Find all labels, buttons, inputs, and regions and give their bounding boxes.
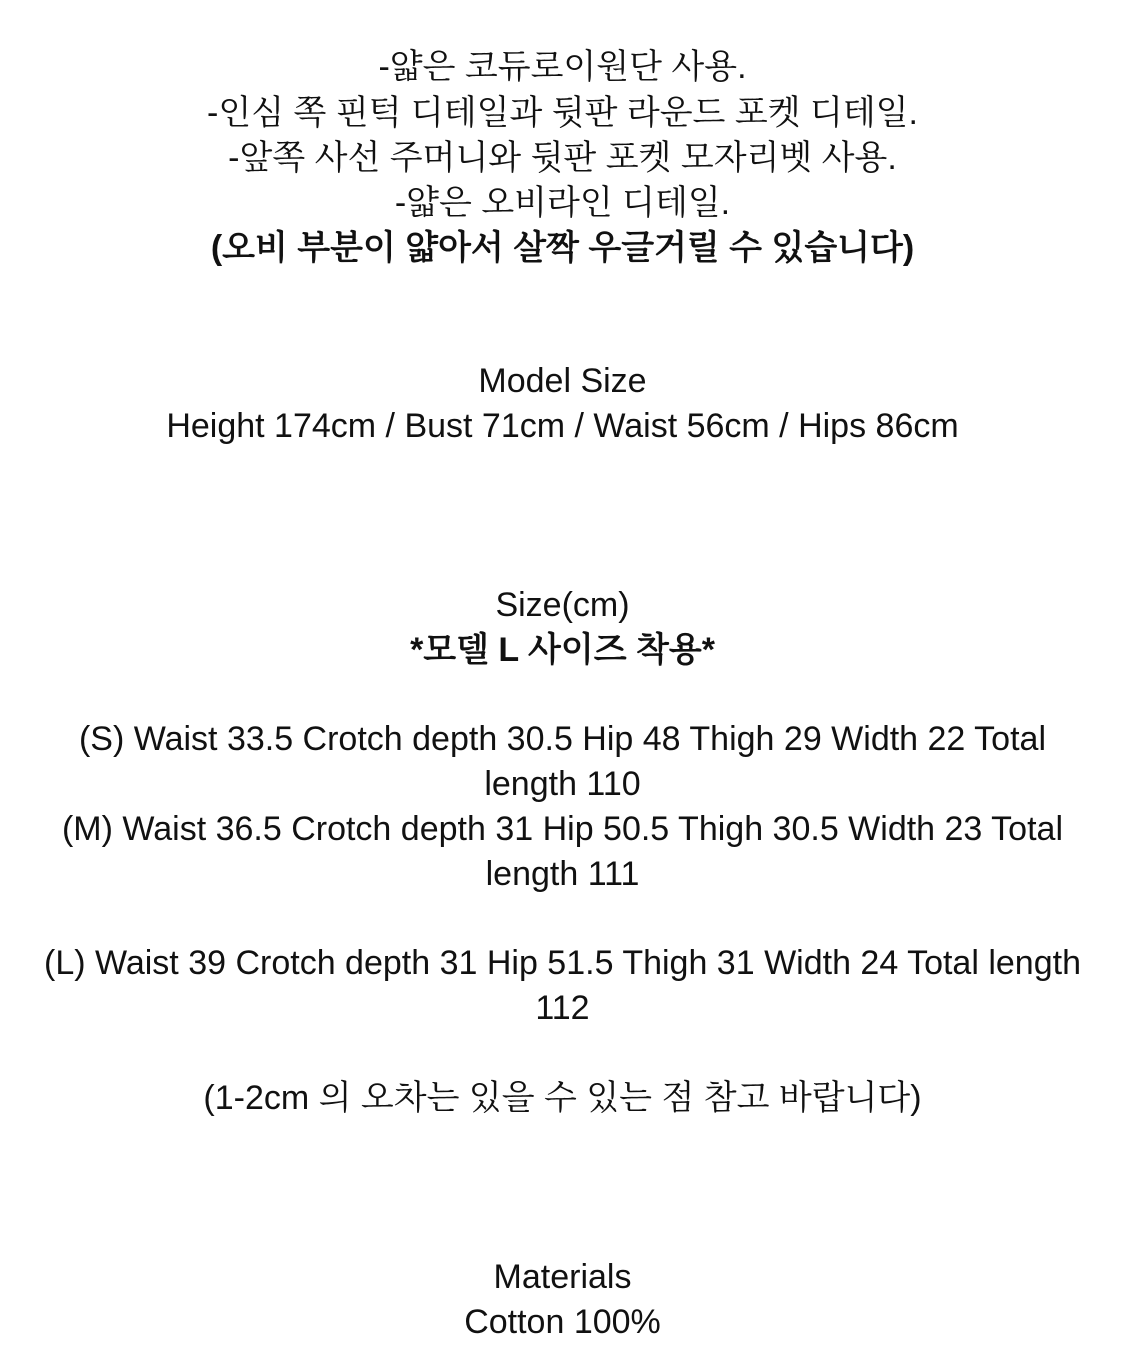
size-l-line-1: (L) Waist 39 Crotch depth 31 Hip 51.5 Thigh 31 Width 24 Total length xyxy=(44,944,1081,982)
feature-line-1: -얇은 코듀로이원단 사용. xyxy=(378,48,747,86)
model-wearing-note: *모델 L 사이즈 착용* xyxy=(410,631,715,669)
model-size-heading: Model Size xyxy=(478,362,647,400)
materials-value: Cotton 100% xyxy=(464,1303,661,1341)
tolerance-note: (1-2cm 의 오차는 있을 수 있는 점 참고 바랍니다) xyxy=(203,1079,922,1117)
feature-line-3: -앞쪽 사선 주머니와 뒷판 포켓 모자리벳 사용. xyxy=(228,139,897,177)
size-chart-heading: Size(cm) xyxy=(495,586,630,624)
materials-heading: Materials xyxy=(493,1258,632,1296)
size-m-line-2: length 111 xyxy=(485,855,640,893)
size-m-line-1: (M) Waist 36.5 Crotch depth 31 Hip 50.5 Thigh 30.5 Width 23 Total xyxy=(61,810,1063,848)
model-size-details: Height 174cm / Bust 71cm / Waist 56cm / Hips 86cm xyxy=(166,407,959,445)
size-l-line-2: 112 xyxy=(535,989,590,1027)
feature-line-4: -얇은 오비라인 디테일. xyxy=(394,184,731,222)
size-s-line-1: (S) Waist 33.5 Crotch depth 30.5 Hip 48 Thigh 29 Width 22 Total xyxy=(78,720,1046,758)
size-s-line-2: length 110 xyxy=(484,765,641,803)
feature-line-2: -인심 쪽 핀턱 디테일과 뒷판 라운드 포켓 디테일. xyxy=(207,94,918,132)
features-note: (오비 부분이 얇아서 살짝 우글거릴 수 있습니다) xyxy=(210,229,915,267)
